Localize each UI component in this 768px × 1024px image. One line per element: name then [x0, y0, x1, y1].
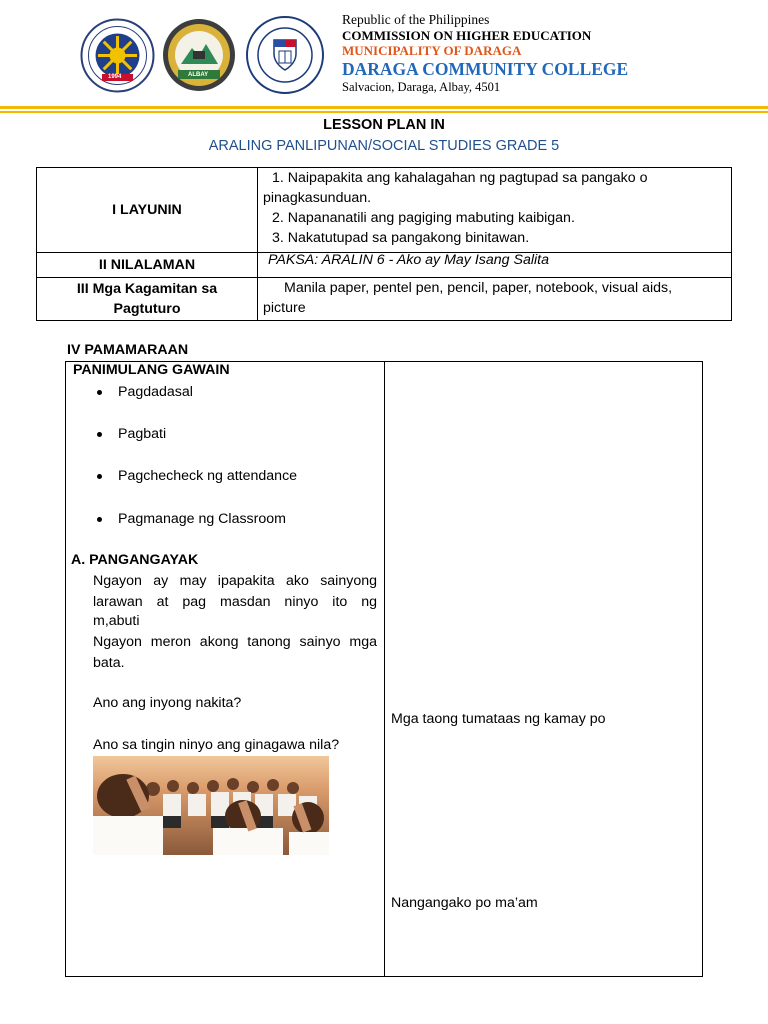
pamamaraan-heading: IV PAMAMARAAN [67, 342, 189, 358]
bullet-icon [97, 517, 102, 522]
pangangayak-question-2: Ano sa tingin ninyo ang ginagawa nila? [93, 737, 340, 753]
layunin-label-cell [37, 168, 257, 252]
pangangayak-para1-line-3: m,abuti [93, 613, 140, 629]
college-seal-logo [246, 16, 324, 94]
header-rule-bottom [0, 111, 768, 113]
pangangayak-heading: A. PANGANGAYAK [71, 552, 199, 568]
bullet-icon [97, 390, 102, 395]
municipality-seal-logo [162, 18, 236, 92]
panimula-item-3: Pagchecheck ng attendance [118, 468, 298, 484]
procedure-table-divider [384, 362, 385, 976]
layunin-line-1: 1. Naipapakita ang kahalagahan ng pagtupad sa pangako o [272, 170, 648, 186]
pangangayak-para2-line-2: bata. [93, 655, 125, 671]
ched-seal-logo [80, 18, 155, 93]
pangangayak-para2-line-1: Ngayon meron akong tanong sainyo mga [93, 634, 377, 650]
layunin-line-3: 2. Napananatili ang pagiging mabuting kaibigan. [272, 210, 575, 226]
lesson-plan-subject: ARALING PANLIPUNAN/SOCIAL STUDIES GRADE 5 [208, 138, 560, 154]
kagamitan-label-line-1: III Mga Kagamitan sa [76, 281, 218, 297]
lesson-plan-title: LESSON PLAN IN [323, 117, 445, 133]
municipality-seal-caption: ALBAY [188, 72, 209, 78]
pangangayak-question-1: Ano ang inyong nakita? [93, 695, 242, 711]
bullet-icon [97, 432, 102, 437]
panimula-item-4: Pagmanage ng Classroom [118, 511, 286, 527]
header-commission: COMMISSION ON HIGHER EDUCATION [342, 28, 592, 43]
panimula-item-2: Pagbati [118, 426, 167, 442]
panimula-heading: PANIMULANG GAWAIN [73, 362, 230, 378]
header-address: Salvacion, Daraga, Albay, 4501 [342, 80, 501, 94]
pangangayak-para1-line-2: larawan at pag masdan ninyo ito ng [93, 594, 377, 610]
plan-table [36, 167, 732, 321]
nilalaman-content-cell [258, 250, 730, 274]
ched-seal-year: 1994 [108, 74, 122, 80]
layunin-content-cell [258, 168, 730, 252]
procedure-table [65, 361, 703, 977]
response-2: Nangangako po ma’am [391, 895, 538, 911]
kagamitan-value-line-2: picture [263, 300, 306, 316]
nilalaman-label: II NILALAMAN [98, 257, 196, 273]
nilalaman-label-cell [37, 253, 257, 277]
students-raising-hands-photo [93, 756, 329, 855]
kagamitan-content-cell [258, 278, 730, 320]
kagamitan-label-line-2: Pagtuturo [113, 301, 181, 317]
nilalaman-value: PAKSA: ARALIN 6 - Ako ay May Isang Salita [268, 252, 549, 268]
response-1: Mga taong tumataas ng kamay po [391, 711, 606, 727]
kagamitan-label-cell [37, 278, 257, 320]
header-college: DARAGA COMMUNITY COLLEGE [342, 59, 629, 79]
pangangayak-para1-line-1: Ngayon ay may ipapakita ako sainyong [93, 573, 377, 589]
panimula-item-1: Pagdadasal [118, 384, 193, 400]
layunin-line-2: pinagkasunduan. [263, 190, 372, 206]
bullet-icon [97, 474, 102, 479]
layunin-label: I LAYUNIN [112, 202, 182, 218]
layunin-line-4: 3. Nakatutupad sa pangakong binitawan. [272, 230, 530, 246]
kagamitan-value-line-1: Manila paper, pentel pen, pencil, paper, notebook, visual aids, [284, 280, 673, 296]
header-republic: Republic of the Philippines [342, 12, 490, 27]
header-rule-top [0, 106, 768, 109]
header-municipality: MUNICIPALITY OF DARAGA [342, 43, 522, 58]
